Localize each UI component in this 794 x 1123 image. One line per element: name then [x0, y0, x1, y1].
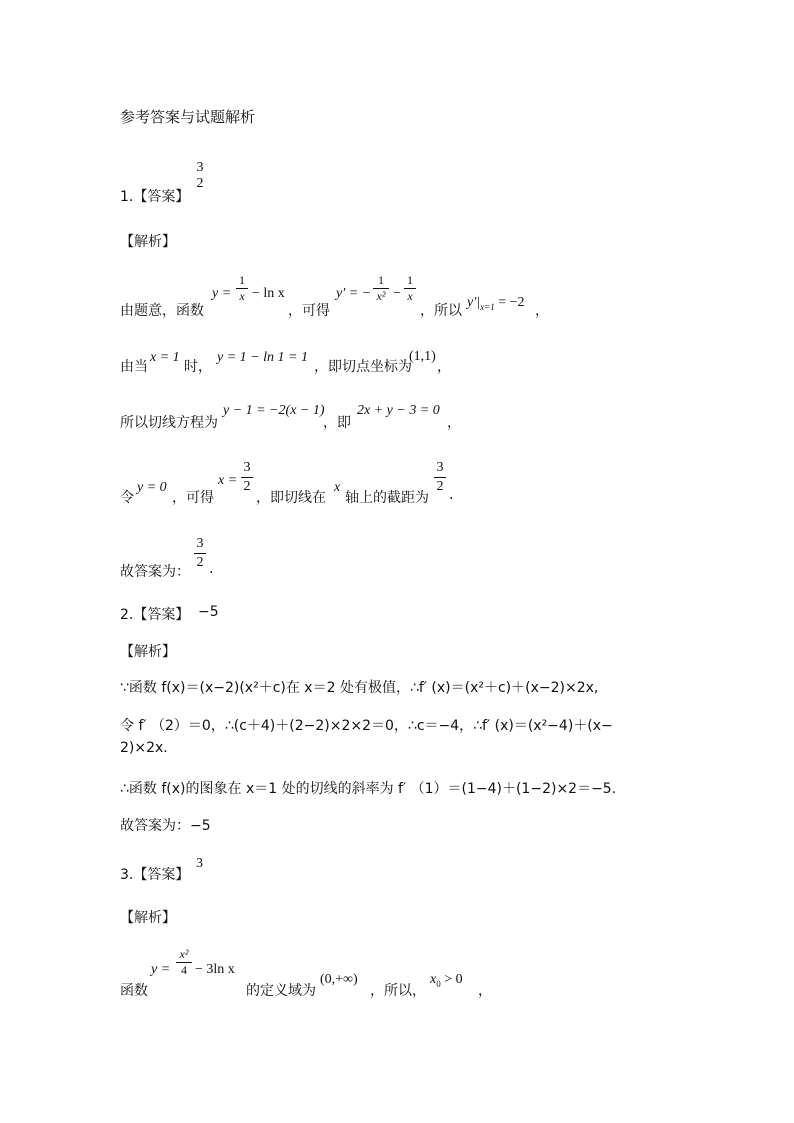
q3-line1-text-d: ，: [478, 983, 492, 999]
q1-conclusion-numerator: 3: [196, 536, 204, 551]
q1-answer-label: 1.【答案】: [120, 189, 190, 205]
q2-line1: ∵函数 f(x)＝(x−2)(x²＋c)在 x＝2 处有极值，∴f′ (x)＝(x²＋c)＋(x−2)×2x,: [120, 680, 599, 696]
page-title: 参考答案与试题解析: [120, 108, 256, 126]
q1-line4-x: x =: [218, 473, 238, 488]
q1-conclusion-period: .: [209, 561, 214, 577]
q1-line1-text-d: ，: [535, 303, 549, 319]
q1-line2-text-b: 时，: [184, 359, 212, 375]
q3-func-denominator: 4: [181, 963, 187, 977]
q1-derivative-d1: x²: [376, 289, 386, 303]
q1-derivative-eval-sym: y′|: [467, 295, 481, 310]
q1-conclusion-denominator: 2: [196, 555, 204, 570]
q1-line4-numerator: 3: [243, 460, 251, 475]
q2-line3: 2)×2x.: [120, 740, 168, 756]
q1-line4-y0: y = 0: [137, 480, 167, 495]
q1-line2-text-a: 由当: [120, 359, 148, 375]
q3-x0-sub: 0: [436, 979, 441, 989]
q1-derivative-minus: −: [393, 286, 401, 301]
q3-line1-text-b: 的定义域为: [246, 983, 316, 999]
q1-derivative-frac1: [373, 274, 389, 303]
q3-func-rest: − 3ln x: [195, 962, 235, 977]
q1-conclusion-label: 故答案为：: [120, 564, 190, 580]
q3-line1-text-a: 函数: [120, 983, 148, 999]
q3-x0-rest: > 0: [444, 972, 463, 987]
q1-answer-numerator: 3: [196, 160, 204, 175]
q1-func-numerator: 1: [239, 273, 245, 287]
q1-func-fraction: [236, 274, 248, 303]
q1-line4-denominator2: 2: [436, 479, 444, 494]
q1-line2-text-c: ，即切点坐标为: [314, 359, 412, 375]
q3-line1-text-c: ，所以，: [370, 983, 426, 999]
q1-derivative-frac2: [404, 274, 416, 303]
q1-line2-x1: x = 1: [150, 350, 180, 365]
q2-line2: 令 f′ （2）＝0，∴(c＋4)＋(2−2)×2×2＝0，∴c＝−4，∴f′ (x)＝(x²−4)＋(x−: [120, 718, 613, 734]
q1-derivative-n2: 1: [407, 273, 413, 287]
q3-x0-condition: [430, 972, 463, 989]
q3-answer: 3: [196, 856, 203, 871]
q1-func-denominator: x: [239, 289, 245, 303]
q1-line1-text-c: ，所以: [420, 303, 462, 319]
q3-answer-label: 3.【答案】: [120, 867, 190, 883]
q1-line2-text-d: ，: [437, 359, 451, 375]
q1-func-rest: − ln x: [252, 286, 285, 301]
q1-answer-fraction: [194, 160, 206, 192]
q1-conclusion-fraction: [194, 536, 206, 571]
q1-answer-denominator: 2: [196, 176, 204, 191]
q1-derivative-eval-val: = −2: [498, 295, 525, 310]
q1-derivative-eval: [467, 295, 525, 312]
q1-line3-text-c: ，: [447, 415, 461, 431]
q1-tangent-eq1: y − 1 = −2(x − 1): [223, 403, 325, 418]
q3-func-fraction: [176, 948, 192, 977]
q1-line3-text-a: 所以切线方程为: [120, 415, 218, 431]
q3-func-numerator: x²: [179, 947, 189, 961]
q1-line1-text-a: 由题意，函数: [120, 303, 204, 319]
q1-line2-eq: y = 1 − ln 1 = 1: [217, 350, 308, 365]
q3-func-lhs: y =: [151, 962, 171, 977]
q1-line4-fraction2: [434, 460, 446, 495]
q1-line4-text-f: .: [449, 487, 454, 503]
q1-line4-denominator: 2: [243, 479, 251, 494]
q2-analysis-label: 【解析】: [120, 644, 176, 660]
q1-tangent-eq2: 2x + y − 3 = 0: [357, 403, 440, 418]
q1-derivative-n1: 1: [378, 273, 384, 287]
q1-line4-xvar: x: [334, 480, 341, 495]
q1-line4-text-b: ，可得: [172, 490, 214, 506]
q3-analysis-label: 【解析】: [120, 910, 176, 926]
q2-answer-label: 2.【答案】: [120, 607, 190, 623]
q1-line3-text-b: ，即: [323, 415, 351, 431]
q1-line4-text-e: 轴上的截距为: [345, 490, 429, 506]
q1-derivative-eval-sub: x=1: [480, 302, 495, 312]
q1-derivative-lhs: y′ = −: [336, 286, 372, 301]
q3-x0-var: x: [430, 972, 437, 987]
q1-tangent-point: (1,1): [409, 349, 436, 364]
q1-analysis-label: 【解析】: [120, 234, 176, 250]
q1-func-lhs: y =: [212, 286, 232, 301]
q2-answer: −5: [198, 604, 219, 620]
q1-line1-text-b: ，可得: [288, 303, 330, 319]
q1-line4-text-c: ，即切线在: [256, 490, 326, 506]
q1-derivative-d2: x: [407, 289, 413, 303]
q3-domain: (0,+∞): [320, 972, 358, 987]
q2-line4: ∴函数 f(x)的图象在 x＝1 处的切线的斜率为 f′ （1）＝(1−4)＋(1−2)×2＝−5.: [120, 781, 617, 797]
q2-conclusion: 故答案为：−5: [120, 818, 211, 834]
q1-line4-numerator2: 3: [436, 460, 444, 475]
q1-line4-fraction: [241, 460, 253, 495]
q1-line4-text-a: 令: [120, 490, 134, 506]
